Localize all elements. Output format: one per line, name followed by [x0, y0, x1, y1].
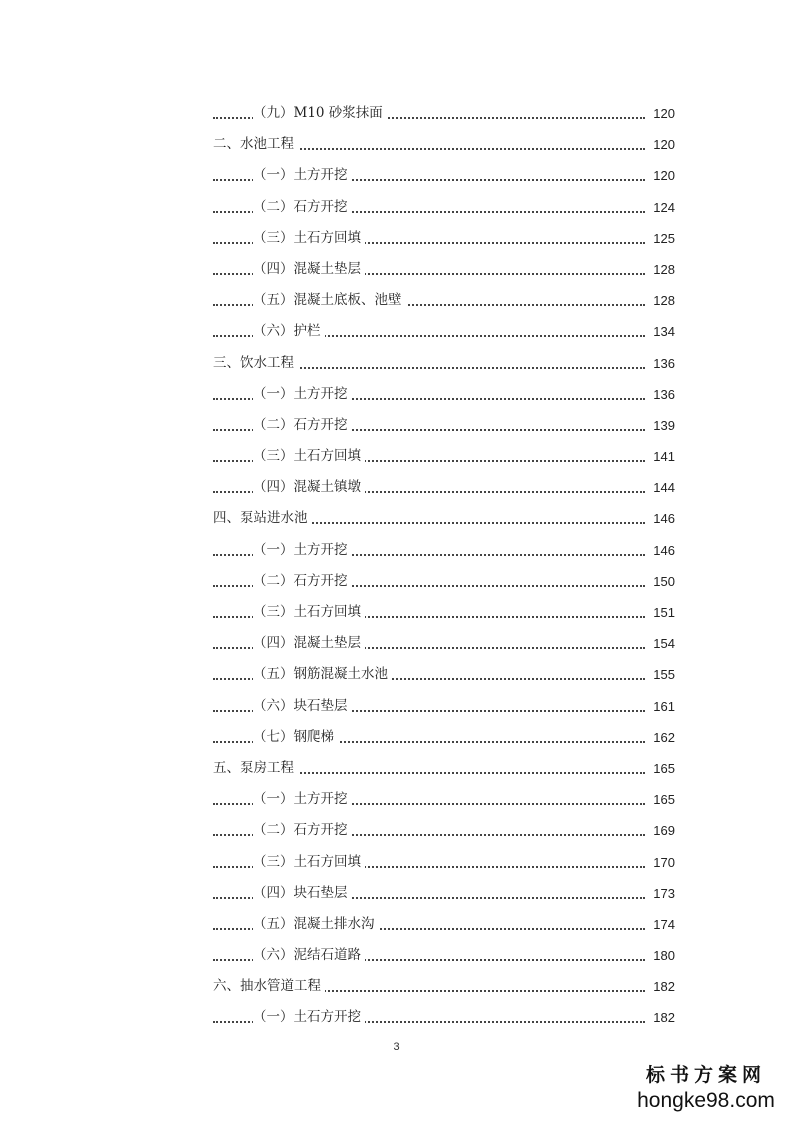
toc-entry-page: 182 [645, 1002, 675, 1033]
toc-entry-title: 二、水池工程 [213, 129, 298, 160]
page-number: 3 [393, 1041, 400, 1053]
toc-entry[interactable] [0, 1002, 793, 1033]
toc-entry[interactable] [0, 566, 793, 597]
toc-entry-page: 141 [645, 441, 675, 472]
toc-entry-title: （五）混凝土排水沟 [253, 909, 379, 940]
toc-entry-page: 162 [645, 722, 675, 753]
toc-entry-page: 154 [645, 628, 675, 659]
toc-entry-title: （五）混凝土底板、池壁 [253, 285, 406, 316]
toc-entry[interactable] [0, 160, 793, 191]
toc-entry[interactable] [0, 784, 793, 815]
toc-entry-title: （四）混凝土垫层 [253, 254, 365, 285]
toc-entry-page: 146 [645, 535, 675, 566]
toc-entry-page: 170 [645, 847, 675, 878]
toc-entry-page: 134 [645, 316, 675, 347]
toc-entry[interactable] [0, 285, 793, 316]
toc-entry[interactable] [0, 691, 793, 722]
toc-entry[interactable] [0, 379, 793, 410]
toc-entry-title: （三）土石方回填 [253, 597, 365, 628]
toc-entry-page: 165 [645, 784, 675, 815]
toc-entry-page: 144 [645, 472, 675, 503]
toc-entry-page: 120 [645, 160, 675, 191]
toc-entry-page: 139 [645, 410, 675, 441]
toc-entry-page: 124 [645, 192, 675, 223]
toc-entry-page: 169 [645, 815, 675, 846]
toc-entry-title: 五、泵房工程 [213, 753, 298, 784]
toc-entry-page: 151 [645, 597, 675, 628]
toc-entry-title: （九）M10 砂浆抹面 [253, 98, 387, 129]
toc-entry[interactable] [0, 722, 793, 753]
watermark-url: hongke98.com [637, 1089, 775, 1112]
toc-entry-page: 182 [645, 971, 675, 1002]
toc-entry[interactable] [0, 909, 793, 940]
toc-entry-title: （七）钢爬梯 [253, 722, 338, 753]
toc-entry-page: 120 [645, 129, 675, 160]
toc-entry-title: （一）土方开挖 [253, 160, 352, 191]
toc-entry[interactable] [0, 316, 793, 347]
toc-entry[interactable] [0, 597, 793, 628]
toc-entry-title: （一）土方开挖 [253, 379, 352, 410]
toc-entry-page: 136 [645, 348, 675, 379]
toc-entry-page: 128 [645, 254, 675, 285]
toc-entry-title: （四）块石垫层 [253, 878, 352, 909]
watermark-logo [631, 1064, 781, 1114]
toc-entry-title: 六、抽水管道工程 [213, 971, 325, 1002]
toc-entry-title: （一）土石方开挖 [253, 1002, 365, 1033]
toc-entry-title: （五）钢筋混凝土水池 [253, 659, 392, 690]
toc-entry[interactable] [0, 753, 793, 784]
toc-entry-page: 161 [645, 691, 675, 722]
toc-entry-page: 180 [645, 940, 675, 971]
toc-entry-page: 165 [645, 753, 675, 784]
toc-entry-page: 174 [645, 909, 675, 940]
toc-entry-page: 150 [645, 566, 675, 597]
toc-entry-page: 120 [645, 98, 675, 129]
toc-entry[interactable] [0, 410, 793, 441]
toc-entry[interactable] [0, 98, 793, 129]
toc-entry[interactable] [0, 971, 793, 1002]
toc-entry[interactable] [0, 441, 793, 472]
toc-entry-page: 146 [645, 503, 675, 534]
toc-entry-title: （一）土方开挖 [253, 784, 352, 815]
toc-entry-title: （三）土石方回填 [253, 223, 365, 254]
toc-entry[interactable] [0, 192, 793, 223]
toc-entry[interactable] [0, 847, 793, 878]
toc-entry-page: 128 [645, 285, 675, 316]
toc-entry[interactable] [0, 878, 793, 909]
toc-entry-title: （二）石方开挖 [253, 566, 352, 597]
toc-entry-title: 三、饮水工程 [213, 348, 298, 379]
toc-entry-title: （六）护栏 [253, 316, 325, 347]
toc-entry-title: 四、泵站进水池 [213, 503, 312, 534]
toc-entry[interactable] [0, 348, 793, 379]
toc-entry-title: （三）土石方回填 [253, 847, 365, 878]
toc-entry-title: （三）土石方回填 [253, 441, 365, 472]
toc-entry[interactable] [0, 254, 793, 285]
toc-entry[interactable] [0, 503, 793, 534]
toc-entry-title: （一）土方开挖 [253, 535, 352, 566]
toc-entry[interactable] [0, 535, 793, 566]
toc-entry-title: （六）块石垫层 [253, 691, 352, 722]
toc-entry[interactable] [0, 659, 793, 690]
toc-entry[interactable] [0, 472, 793, 503]
toc-entry[interactable] [0, 129, 793, 160]
table-of-contents [0, 98, 793, 1034]
toc-entry-title: （二）石方开挖 [253, 192, 352, 223]
toc-entry-page: 136 [645, 379, 675, 410]
toc-entry[interactable] [0, 940, 793, 971]
toc-entry-title: （二）石方开挖 [253, 815, 352, 846]
toc-entry[interactable] [0, 815, 793, 846]
toc-entry[interactable] [0, 223, 793, 254]
toc-entry-title: （二）石方开挖 [253, 410, 352, 441]
toc-entry-title: （四）混凝土垫层 [253, 628, 365, 659]
toc-entry-title: （四）混凝土镇墩 [253, 472, 365, 503]
watermark-brand-text: 标书方案网 [645, 1064, 766, 1086]
toc-entry-page: 125 [645, 223, 675, 254]
toc-entry-title: （六）泥结石道路 [253, 940, 365, 971]
toc-entry-page: 155 [645, 659, 675, 690]
toc-entry-page: 173 [645, 878, 675, 909]
toc-entry[interactable] [0, 628, 793, 659]
